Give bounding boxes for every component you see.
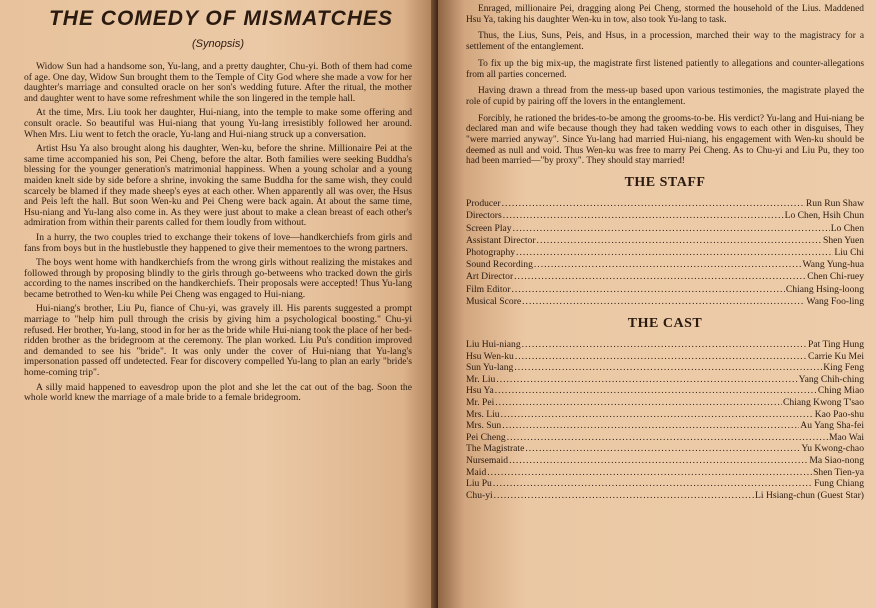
cast-credit <box>466 374 864 386</box>
actor-name: Kao Pao-shu <box>814 408 864 420</box>
right-page <box>438 0 876 608</box>
character-name: Mrs. Sun <box>466 420 502 432</box>
leader-dots <box>515 351 807 363</box>
staff-credit <box>466 235 864 247</box>
synopsis-paragraph: The boys went home with handkerchiefs from the wrong girls without realizing the mistakes and followed through by proposing blindly to the girls through go-betweens who tracked down the girls according to the names inscribed on the handkerchiefs. Their proposals were accepted! Thus Yu-lang became betrothed to Wen-ku while Pei Cheng was engaged to Hui-niang. <box>24 257 412 300</box>
actor-name: Fung Chiang <box>814 478 864 490</box>
cast-credit <box>466 339 864 351</box>
staff-credit <box>466 210 864 222</box>
actor-name: Yang Chih-ching <box>798 373 864 385</box>
cast-credit <box>466 432 864 444</box>
cast-credit <box>466 362 864 374</box>
credit-role: Film Editor <box>466 283 511 295</box>
actor-name: Mao Wai <box>828 431 864 443</box>
cast-credit <box>466 478 864 490</box>
leader-dots <box>514 271 806 283</box>
leader-dots <box>502 420 799 432</box>
staff-credit <box>466 223 864 235</box>
credit-role: Sound Recording <box>466 259 533 271</box>
synopsis-paragraph: Artist Hsu Ya also brought along his daughter, Wen-ku, before the shrine. Millionaire Pei at the same time accompanied his son, Pei Cheng, before the altar. Both families were seeking Buddha's blessing for the younger generation's matrimonial happiness. When a young scholar and a young maiden knelt side by side before a shrine, invoking the same Buddha for the same wish, they could scarcely be blamed if they made sheep's eyes at each other. When apparently all was over, the Hsus and Peis left the hall. But soon Wen-ku and Pei Cheng were back again. At about the same time, Hsu-niang and Yu-lang also come in. As they were just about to make a clean breast of each other's admiration from within their parents called for them loudly from without. <box>24 143 412 229</box>
character-name: Nursemaid <box>466 454 509 466</box>
credit-role: Screen Play <box>466 222 512 234</box>
staff-credit <box>466 247 864 259</box>
leader-dots <box>534 259 802 271</box>
credit-name: Liu Chi <box>834 246 864 258</box>
character-name: Hsu Ya <box>466 385 494 397</box>
actor-name: Au Yang Sha-fei <box>800 420 864 432</box>
synopsis-paragraph: Having drawn a thread from the mess-up based upon various testimonies, the magistrate played the role of cupid by pairing off the lovers in the entanglement. <box>466 86 864 107</box>
synopsis-paragraph: Forcibly, he rationed the brides-to-be among the grooms-to-be. His verdict? Yu-lang and Hui-niang be declared man and wife because though they had taken wedding vows to each other in disguises, They "were married anyway". Since Yu-lang had married Hui-niang, his engagement with Wen-ku should be deemed as null and void. Thus Wen-ku was free to marry Pei Cheng. As to Chu-yi and Liu Pu, they too had been married—"by proxy". They should stay married! <box>466 113 864 167</box>
credit-name: Wang Foo-ling <box>806 295 864 307</box>
character-name: Mr. Liu <box>466 373 496 385</box>
cast-credit <box>466 467 864 479</box>
staff-heading: THE STAFF <box>624 175 706 191</box>
leader-dots <box>525 443 800 455</box>
leader-dots <box>522 339 807 351</box>
credit-role: Musical Score <box>466 295 522 307</box>
staff-credit <box>466 259 864 271</box>
synopsis-paragraph: Thus, the Lius, Suns, Peis, and Hsus, in a procession, marched their way to the magistracy for a settlement of the entanglement. <box>466 31 864 53</box>
leader-dots <box>501 409 814 421</box>
cast-credit <box>466 351 864 363</box>
character-name: Pei Cheng <box>466 431 506 443</box>
character-name: Hsu Wen-ku <box>466 350 514 362</box>
credit-role: Art Director <box>466 271 514 283</box>
staff-credit <box>466 198 864 210</box>
credit-name: Chen Chi-ruey <box>807 271 864 283</box>
cast-credit <box>466 409 864 421</box>
cast-heading: THE CAST <box>627 315 703 331</box>
credit-name: Wang Yung-hua <box>802 259 864 271</box>
character-name: Maid <box>466 466 487 478</box>
credit-name: Lo Chen, Hsih Chun <box>784 210 864 222</box>
synopsis-paragraph: Enraged, millionaire Pei, dragging along Pei Cheng, stormed the household of the Lius. Maddened Hsu Ya, taking his daughter Wen-ku in tow, also took Yu-lang to task. <box>466 4 864 25</box>
synopsis-label: (Synopsis) <box>192 38 244 50</box>
cast-credit <box>466 385 864 397</box>
leader-dots <box>522 296 805 308</box>
leader-dots <box>537 235 823 247</box>
actor-name: Carrie Ku Mei <box>808 350 864 362</box>
synopsis-paragraph: At the time, Mrs. Liu took her daughter, Hui-niang, into the temple to make some offering and consult oracle. So beautiful was Hui-niang that young Yu-lang irresistibly followed her around. When Mrs. Liu went to fetch the oracle, Yu-lang and Hui-niang struck up a conversation. <box>24 107 412 140</box>
leader-dots <box>503 210 784 222</box>
staff-list <box>466 198 864 308</box>
character-name: Mr. Pei <box>466 396 495 408</box>
credit-role: Assistant Director <box>466 234 536 246</box>
actor-name: Shen Tien-ya <box>813 466 864 478</box>
cast-credit <box>466 455 864 467</box>
credit-name: Chiang Hsing-loong <box>785 283 864 295</box>
leader-dots <box>514 362 822 374</box>
synopsis-paragraph: To fix up the big mix-up, the magistrate first listened patiently to allegations and counter-allegations from all parties concerned. <box>466 58 864 80</box>
leader-dots <box>507 432 828 444</box>
synopsis-paragraph: Widow Sun had a handsome son, Yu-lang, and a pretty daughter, Chu-yi. Both of them had come of age. One day, Widow Sun brought them to the Temple of City God where she made a vow for her daughter's marriage and consulted oracle on her son's wedding future. After the ritual, the mother and daughter went to have some refreshment while the son lingered in the temple hall. <box>24 61 412 104</box>
staff-credit <box>466 296 864 308</box>
leader-dots <box>495 397 782 409</box>
leader-dots <box>516 247 833 259</box>
character-name: The Magistrate <box>466 443 525 455</box>
cast-credit <box>466 490 864 502</box>
cast-credit <box>466 420 864 432</box>
credit-role: Producer <box>466 198 501 210</box>
leader-dots <box>493 478 813 490</box>
credit-name: Shen Yuen <box>823 234 864 246</box>
actor-name: Li Hsiang-chun (Guest Star) <box>755 489 864 501</box>
character-name: Mrs. Liu <box>466 408 500 420</box>
actor-name: Pat Ting Hung <box>808 338 864 350</box>
synopsis-paragraph: Hui-niang's brother, Liu Pu, fiance of Chu-yi, was gravely ill. His parents suggested a prompt marriage to "help him pull through the crisis by giving him a psychological boosting." Chu-yi refused. Her brother, Yu-lang, stood in for her as the bride while Hui-niang took the place of her bed-ridden brother as the bridegroom at the ceremony. The plan worked. Liu Pu's condition improved and demanded to see his "bride". It was only under the cover of Hui-niang that Yu-lang's impersonation passed off undetected. Fear for discovery compelled Yu-lang to plan an early "bride's home-coming trip". <box>24 303 412 379</box>
leader-dots <box>513 223 830 235</box>
character-name: Liu Pu <box>466 478 492 490</box>
actor-name: Ching Miao <box>817 385 864 397</box>
leader-dots <box>496 374 797 386</box>
leader-dots <box>495 385 817 397</box>
actor-name: Yu Kwong-chao <box>801 443 864 455</box>
character-name: Chu-yi <box>466 489 493 501</box>
actor-name: Chiang Kwong T'sao <box>783 396 864 408</box>
staff-credit <box>466 271 864 283</box>
leader-dots <box>512 284 785 296</box>
character-name: Liu Hui-niang <box>466 338 521 350</box>
actor-name: Ma Siao-nong <box>809 454 864 466</box>
synopsis-paragraph: A silly maid happened to eavesdrop upon the plot and she let the cat out of the bag. Soon the whole world knew the marriage of a male bride to a female bridegroom. <box>24 381 412 404</box>
staff-credit <box>466 284 864 296</box>
actor-name: King Feng <box>823 362 864 374</box>
credit-role: Directors <box>466 210 502 222</box>
cast-list <box>466 339 864 501</box>
credit-role: Photography <box>466 246 516 258</box>
leader-dots <box>494 490 754 502</box>
leader-dots <box>502 198 805 210</box>
cast-credit <box>466 397 864 409</box>
credit-name: Lo Chen <box>830 222 864 234</box>
leader-dots <box>487 467 812 479</box>
credit-name: Run Run Shaw <box>805 198 864 210</box>
synopsis-paragraph: In a hurry, the two couples tried to exchange their tokens of love—handkerchiefs from girls and fans from boys but in the hustlebustle they happened to give their mementoes to the wrong partners. <box>24 231 412 254</box>
leader-dots <box>509 455 808 467</box>
cast-credit <box>466 443 864 455</box>
character-name: Sun Yu-lang <box>466 362 514 374</box>
synopsis-title: THE COMEDY OF MISMATCHES <box>48 7 394 30</box>
